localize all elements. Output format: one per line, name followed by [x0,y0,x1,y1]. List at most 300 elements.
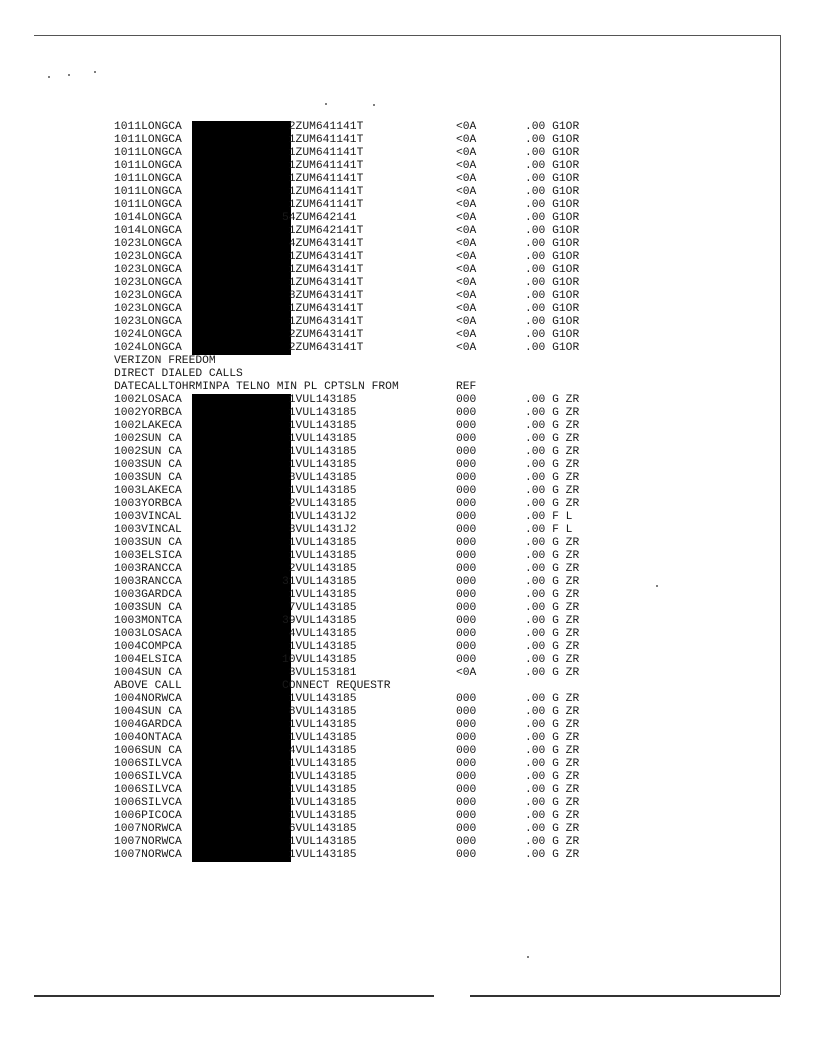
call-row [114,147,674,160]
call-amount: .00 G1OR [525,251,580,263]
call-ref: <0A [456,212,477,224]
call-minutes-code: 1VUL143185 [282,810,357,822]
call-row [114,615,674,628]
call-date-location: 1003SUN CA [114,537,182,549]
call-minutes-code: 1VUL143185 [282,732,357,744]
call-ref: 000 [456,550,477,562]
redaction-block [192,810,291,823]
call-amount: .00 G1OR [525,316,580,328]
call-minutes-code: 4VUL143185 [282,628,357,640]
call-amount: .00 G ZR [525,823,580,835]
call-ref: 000 [456,420,477,432]
call-date-location: 1003VINCAL [114,511,182,523]
redaction-block [192,615,291,628]
redaction-block [192,797,291,810]
call-date-location: 1014LONGCA [114,212,182,224]
call-ref: <0A [456,329,477,341]
call-minutes-code: 3VUL1431J2 [282,524,357,536]
call-row [114,485,674,498]
call-date-location: 1024LONGCA [114,329,182,341]
redaction-block [192,498,291,511]
call-date-location: 1002LAKECA [114,420,182,432]
redaction-block [192,745,291,758]
call-date-location: 1004SUN CA [114,706,182,718]
call-row [114,589,674,602]
call-minutes-code: 10VUL143185 [282,654,357,666]
call-minutes-code: 1ZUM643141T [282,316,364,328]
call-minutes-code: 2VUL143185 [282,563,357,575]
call-ref: 000 [456,810,477,822]
call-amount: .00 G ZR [525,836,580,848]
call-ref: <0A [456,160,477,172]
call-row [114,771,674,784]
call-date-location: 1004COMPCA [114,641,182,653]
call-date-location: 1004SUN CA [114,667,182,679]
call-date-location: 1003VINCAL [114,524,182,536]
call-minutes-code: 2VUL143185 [282,498,357,510]
call-minutes-code: 1VUL143185 [282,784,357,796]
redaction-block [192,550,291,563]
call-minutes-code: 1VUL143185 [282,641,357,653]
redaction-block [192,342,291,355]
call-ref: 000 [456,472,477,484]
scan-speck [94,71,96,73]
call-date-location: 1004ELSICA [114,654,182,666]
call-date-location: 1003SUN CA [114,459,182,471]
column-header-ref: REF [456,381,477,393]
call-minutes-code: 2ZUM641141T [282,121,364,133]
call-ref: <0A [456,667,477,679]
call-row [114,238,674,251]
call-ref: 000 [456,576,477,588]
call-amount: .00 G1OR [525,199,580,211]
call-ref: 000 [456,758,477,770]
call-date-location: 1003GARDCA [114,589,182,601]
call-row [114,511,674,524]
redaction-block [192,511,291,524]
call-amount: .00 G1OR [525,160,580,172]
section-text-row [114,368,674,381]
redaction-block [192,706,291,719]
call-ref: <0A [456,303,477,315]
call-minutes-code: 1VUL143185 [282,459,357,471]
call-amount: .00 G1OR [525,121,580,133]
page-border-top [34,35,780,36]
call-row [114,498,674,511]
call-amount: .00 G1OR [525,225,580,237]
call-minutes-code: 1ZUM641141T [282,134,364,146]
redaction-block [192,719,291,732]
call-date-location: 1003ELSICA [114,550,182,562]
call-date-location: 1011LONGCA [114,186,182,198]
call-ref: 000 [456,407,477,419]
call-amount: .00 G1OR [525,212,580,224]
section-text: DIRECT DIALED CALLS [114,368,243,380]
redaction-block [192,251,291,264]
call-date-location: 1006SUN CA [114,745,182,757]
call-date-location: 1023LONGCA [114,303,182,315]
call-row [114,199,674,212]
redaction-block [192,602,291,615]
section-text-row [114,355,674,368]
redaction-block [192,472,291,485]
section-text-row [114,680,674,693]
redaction-block [192,654,291,667]
call-minutes-code: 4VUL143185 [282,745,357,757]
redaction-block [192,576,291,589]
call-ref: 000 [456,628,477,640]
redaction-block [192,563,291,576]
call-amount: .00 G ZR [525,849,580,861]
call-date-location: 1006SILVCA [114,784,182,796]
call-amount: .00 G1OR [525,147,580,159]
call-minutes-code: 7VUL143185 [282,602,357,614]
call-amount: .00 G ZR [525,706,580,718]
call-amount: .00 G ZR [525,602,580,614]
call-row [114,836,674,849]
call-amount: .00 G1OR [525,329,580,341]
call-amount: .00 G1OR [525,277,580,289]
call-amount: .00 G ZR [525,667,580,679]
redaction-block [192,147,291,160]
call-row [114,524,674,537]
redaction-block [192,758,291,771]
call-row [114,134,674,147]
redaction-block [192,836,291,849]
redaction-block [192,485,291,498]
call-minutes-code: 8VUL143185 [282,706,357,718]
call-row [114,784,674,797]
call-amount: .00 G ZR [525,407,580,419]
scan-speck [325,103,327,105]
call-row [114,394,674,407]
redaction-block [192,277,291,290]
redaction-block [192,303,291,316]
redaction-block [192,823,291,836]
call-amount: .00 G ZR [525,537,580,549]
note-label: ABOVE CALL [114,680,182,692]
call-date-location: 1003SUN CA [114,472,182,484]
call-row [114,797,674,810]
call-amount: .00 G1OR [525,303,580,315]
call-ref: 000 [456,719,477,731]
redaction-block [192,628,291,641]
call-row [114,563,674,576]
call-amount: .00 G ZR [525,719,580,731]
call-ref: 000 [456,732,477,744]
call-date-location: 1023LONGCA [114,316,182,328]
call-ref: <0A [456,251,477,263]
scan-speck [373,104,375,106]
call-amount: .00 G ZR [525,485,580,497]
redaction-block [192,537,291,550]
call-amount: .00 G ZR [525,550,580,562]
call-date-location: 1023LONGCA [114,251,182,263]
call-ref: 000 [456,784,477,796]
call-ref: 000 [456,524,477,536]
page-border-bottom-right [470,995,780,997]
call-ref: 000 [456,589,477,601]
redaction-block [192,446,291,459]
call-date-location: 1014LONGCA [114,225,182,237]
call-ref: <0A [456,290,477,302]
call-row [114,602,674,615]
redaction-block [192,693,291,706]
call-row [114,537,674,550]
call-ref: <0A [456,264,477,276]
scan-speck [68,74,70,76]
call-minutes-code: 1VUL143185 [282,420,357,432]
call-amount: .00 G1OR [525,186,580,198]
redaction-block [192,667,291,680]
call-minutes-code: 1ZUM643141T [282,264,364,276]
call-ref: <0A [456,316,477,328]
call-date-location: 1002YORBCA [114,407,182,419]
call-amount: .00 G ZR [525,498,580,510]
call-minutes-code: 1VUL143185 [282,771,357,783]
call-amount: .00 G1OR [525,342,580,354]
call-amount: .00 G ZR [525,758,580,770]
call-date-location: 1003RANCCA [114,576,182,588]
call-amount: .00 G ZR [525,797,580,809]
call-minutes-code: 3VUL153181 [282,667,357,679]
call-date-location: 1011LONGCA [114,160,182,172]
redaction-block [192,290,291,303]
call-date-location: 1006SILVCA [114,771,182,783]
call-ref: 000 [456,693,477,705]
call-ref: <0A [456,186,477,198]
call-row [114,472,674,485]
call-date-location: 1007NORWCA [114,849,182,861]
redaction-block [192,121,291,134]
call-ref: 000 [456,394,477,406]
call-ref: <0A [456,134,477,146]
call-row [114,186,674,199]
call-minutes-code: 39VUL143185 [282,615,357,627]
call-ref: <0A [456,277,477,289]
call-minutes-code: 1VUL143185 [282,836,357,848]
redaction-block [192,316,291,329]
call-minutes-code: 31VUL143185 [282,576,357,588]
call-minutes-code: 1VUL143185 [282,849,357,861]
redaction-block [192,394,291,407]
call-amount: .00 G1OR [525,134,580,146]
call-ref: 000 [456,823,477,835]
call-ref: 000 [456,706,477,718]
call-ref: 000 [456,654,477,666]
call-minutes-code: 3VUL143185 [282,472,357,484]
redaction-block [192,173,291,186]
call-amount: .00 G ZR [525,641,580,653]
call-ref: <0A [456,225,477,237]
redaction-block [192,784,291,797]
call-date-location: 1006PICOCA [114,810,182,822]
call-date-location: 1003LAKECA [114,485,182,497]
call-row [114,810,674,823]
call-row [114,212,674,225]
call-row [114,550,674,563]
call-date-location: 1011LONGCA [114,121,182,133]
call-ref: 000 [456,459,477,471]
call-date-location: 1003RANCCA [114,563,182,575]
call-amount: .00 G ZR [525,732,580,744]
call-minutes-code: 1VUL143185 [282,758,357,770]
call-amount: .00 G1OR [525,238,580,250]
redaction-block [192,264,291,277]
call-minutes-code: 1VUL143185 [282,407,357,419]
call-date-location: 1003LOSACA [114,628,182,640]
scan-speck [527,956,529,958]
call-ref: 000 [456,602,477,614]
call-amount: .00 F L [525,511,573,523]
call-date-location: 1007NORWCA [114,823,182,835]
call-row [114,290,674,303]
call-minutes-code: 1ZUM641141T [282,186,364,198]
call-ref: 000 [456,797,477,809]
call-minutes-code: 1VUL143185 [282,589,357,601]
column-header-text: DATECALLTOHRMINPA TELNO MIN PL CPTSLN FROM [114,381,399,393]
call-minutes-code: 3ZUM643141T [282,290,364,302]
call-row [114,121,674,134]
call-row [114,654,674,667]
call-ref: 000 [456,446,477,458]
call-date-location: 1023LONGCA [114,264,182,276]
call-row [114,433,674,446]
call-minutes-code: 1VUL143185 [282,797,357,809]
column-header-row [114,381,674,394]
call-row [114,693,674,706]
call-row [114,758,674,771]
call-minutes-code: 1ZUM641141T [282,160,364,172]
call-date-location: 1011LONGCA [114,199,182,211]
call-ref: <0A [456,238,477,250]
call-minutes-code: 1ZUM643141T [282,277,364,289]
call-minutes-code: 1VUL143185 [282,394,357,406]
call-date-location: 1006SILVCA [114,758,182,770]
redaction-block [192,186,291,199]
call-amount: .00 G1OR [525,264,580,276]
redaction-block [192,641,291,654]
call-row [114,823,674,836]
call-amount: .00 G ZR [525,420,580,432]
call-minutes-code: 54ZUM642141 [282,212,357,224]
call-row [114,316,674,329]
call-amount: .00 G ZR [525,446,580,458]
call-amount: .00 G ZR [525,589,580,601]
call-date-location: 1007NORWCA [114,836,182,848]
call-row [114,732,674,745]
call-date-location: 1023LONGCA [114,238,182,250]
call-row [114,251,674,264]
call-minutes-code: 2ZUM643141T [282,329,364,341]
call-amount: .00 G ZR [525,459,580,471]
call-date-location: 1004ONTACA [114,732,182,744]
call-minutes-code: 1ZUM643141T [282,303,364,315]
call-amount: .00 G ZR [525,472,580,484]
call-amount: .00 G ZR [525,784,580,796]
call-amount: .00 G ZR [525,745,580,757]
call-row [114,407,674,420]
redaction-block [192,771,291,784]
call-date-location: 1002SUN CA [114,433,182,445]
call-ref: 000 [456,641,477,653]
redaction-block [192,329,291,342]
call-date-location: 1011LONGCA [114,147,182,159]
redaction-block [192,160,291,173]
redaction-block [192,407,291,420]
redaction-block [192,459,291,472]
call-row [114,446,674,459]
call-date-location: 1003SUN CA [114,602,182,614]
call-ref: 000 [456,511,477,523]
call-amount: .00 G ZR [525,615,580,627]
section-text: VERIZON FREEDOM [114,355,216,367]
call-date-location: 1011LONGCA [114,134,182,146]
call-amount: .00 G ZR [525,576,580,588]
call-amount: .00 G ZR [525,563,580,575]
call-minutes-code: 1ZUM641141T [282,147,364,159]
call-amount: .00 G ZR [525,771,580,783]
call-row [114,342,674,355]
redaction-block [192,199,291,212]
call-ref: 000 [456,433,477,445]
call-date-location: 1004GARDCA [114,719,182,731]
call-date-location: 1004NORWCA [114,693,182,705]
call-minutes-code: 1ZUM641141T [282,199,364,211]
call-minutes-code: 1VUL143185 [282,693,357,705]
call-ref: 000 [456,498,477,510]
call-amount: .00 G ZR [525,654,580,666]
call-row [114,745,674,758]
page-border-bottom-left [34,995,434,997]
call-date-location: 1006SILVCA [114,797,182,809]
call-row [114,576,674,589]
call-amount: .00 F L [525,524,573,536]
call-minutes-code: 1VUL143185 [282,485,357,497]
call-row [114,719,674,732]
call-date-location: 1003MONTCA [114,615,182,627]
call-row [114,667,674,680]
call-minutes-code: 1ZUM641141T [282,173,364,185]
redaction-block [192,589,291,602]
call-minutes-code: 1VUL143185 [282,433,357,445]
redaction-block [192,849,291,862]
call-ref: 000 [456,836,477,848]
call-ref: <0A [456,199,477,211]
call-date-location: 1002SUN CA [114,446,182,458]
call-amount: .00 G ZR [525,394,580,406]
call-ref: 000 [456,537,477,549]
call-row [114,225,674,238]
redaction-block [192,524,291,537]
redaction-block [192,212,291,225]
call-row [114,420,674,433]
call-date-location: 1003YORBCA [114,498,182,510]
call-minutes-code: 1ZUM642141T [282,225,364,237]
call-row [114,160,674,173]
call-amount: .00 G ZR [525,628,580,640]
call-ref: 000 [456,615,477,627]
call-minutes-code: 6VUL143185 [282,823,357,835]
call-minutes-code: 1ZUM643141T [282,251,364,263]
call-ref: <0A [456,121,477,133]
call-date-location: 1002LOSACA [114,394,182,406]
call-row [114,849,674,862]
call-amount: .00 G ZR [525,693,580,705]
call-minutes-code: 4ZUM643141T [282,238,364,250]
call-row [114,329,674,342]
redaction-block [192,680,291,693]
